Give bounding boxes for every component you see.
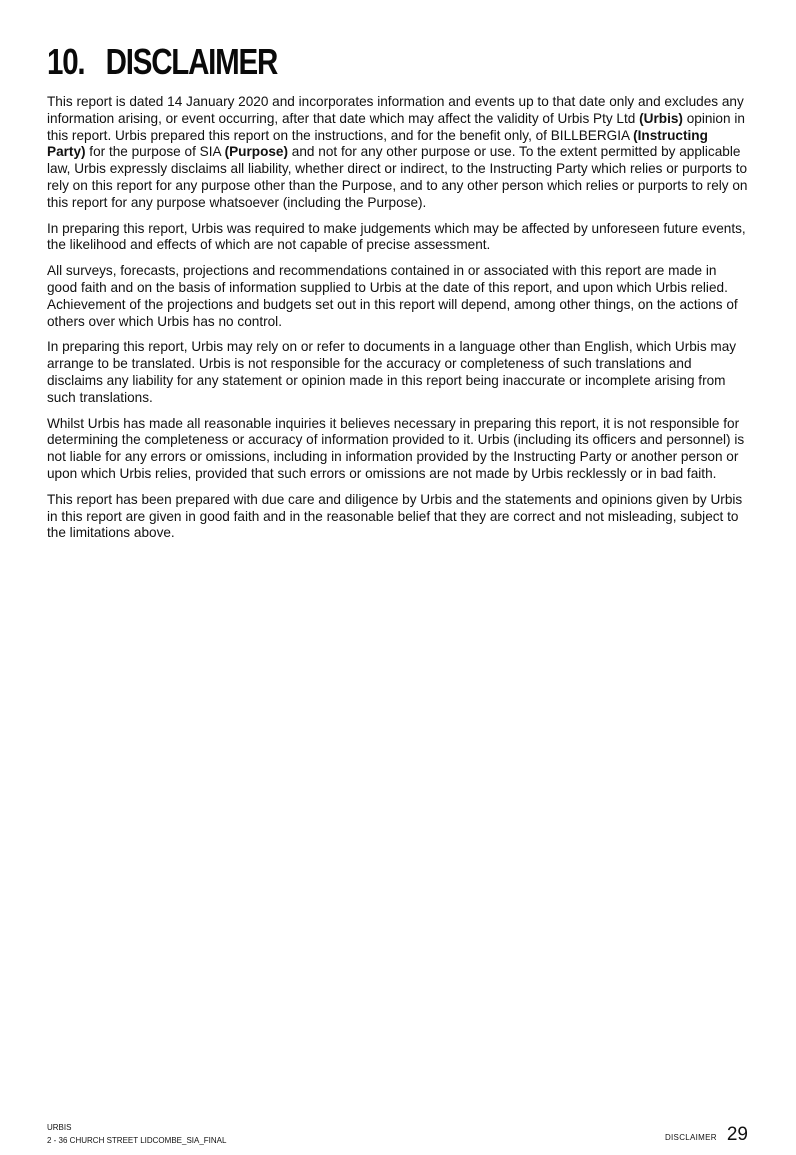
paragraph-3: All surveys, forecasts, projections and recommendations contained in or associated with this report are made in good faith and on the basis of information supplied to Urbis at the date of this report, and upon which Urbis relied. Achievement of the projections and budgets set out in this report will depend, among other things, on the actions of others over which Urbis has no control. [47,263,738,329]
footer-document: 2 - 36 CHURCH STREET LIDCOMBE_SIA_FINAL [47,1136,227,1145]
section-number: 10. [47,41,85,82]
section-title: DISCLAIMER [105,41,278,82]
paragraph-5: Whilst Urbis has made all reasonable inquiries it believes necessary in preparing this report, it is not responsible for determining the completeness or accuracy of information provided to it. Urbis (including its officers and personnel) is not liable for any errors or omissions, including in information provided by the Instructing Party or another person or upon which Urbis relies, provided that such errors or omissions are not made by Urbis recklessly or in bad faith. [47,415,745,481]
page-title [47,40,277,84]
page-number: 29 [726,1124,748,1145]
disclaimer-body [47,94,749,551]
footer-right [665,1124,748,1146]
paragraph-4: In preparing this report, Urbis may rely on or refer to documents in a language other than English, which Urbis may arrange to be translated. Urbis is not responsible for the accuracy or completeness of such translations and disclaims any liability for any statement or opinion made in this report being inaccurate or incomplete arising from such translations. [47,339,737,405]
paragraph-6: This report has been prepared with due care and diligence by Urbis and the statements and opinions given by Urbis in this report are given in good faith and in the reasonable belief that they are correct and not misleading, subject to the limitations above. [47,491,743,541]
footer-left [47,1121,226,1147]
paragraph-2: In preparing this report, Urbis was required to make judgements which may be affected by unforeseen future events, the likelihood and effects of which are not capable of precise assessment. [47,220,746,253]
footer-company: URBIS [47,1123,72,1132]
paragraph-1: This report is dated 14 January 2020 and incorporates information and events up to that date only and excludes any information arising, or event occurring, after that date which may affect the validity of Urbis Pty Ltd (Urbis) opinion in this report. Urbis prepared this report on the instructions, and for the benefit only, of BILLBERGIA (Instructing Party) for the purpose of SIA (Purpose) and not for any other purpose or use. To the extent permitted by applicable law, Urbis expressly disclaims all liability, whether direct or indirect, to the Instructing Party which relies or purports to rely on this report for any purpose other than the Purpose, and to any other person which relies or purports to rely on this report for any purpose whatsoever (including the Purpose). [47,94,748,210]
footer-section: DISCLAIMER [664,1133,717,1142]
